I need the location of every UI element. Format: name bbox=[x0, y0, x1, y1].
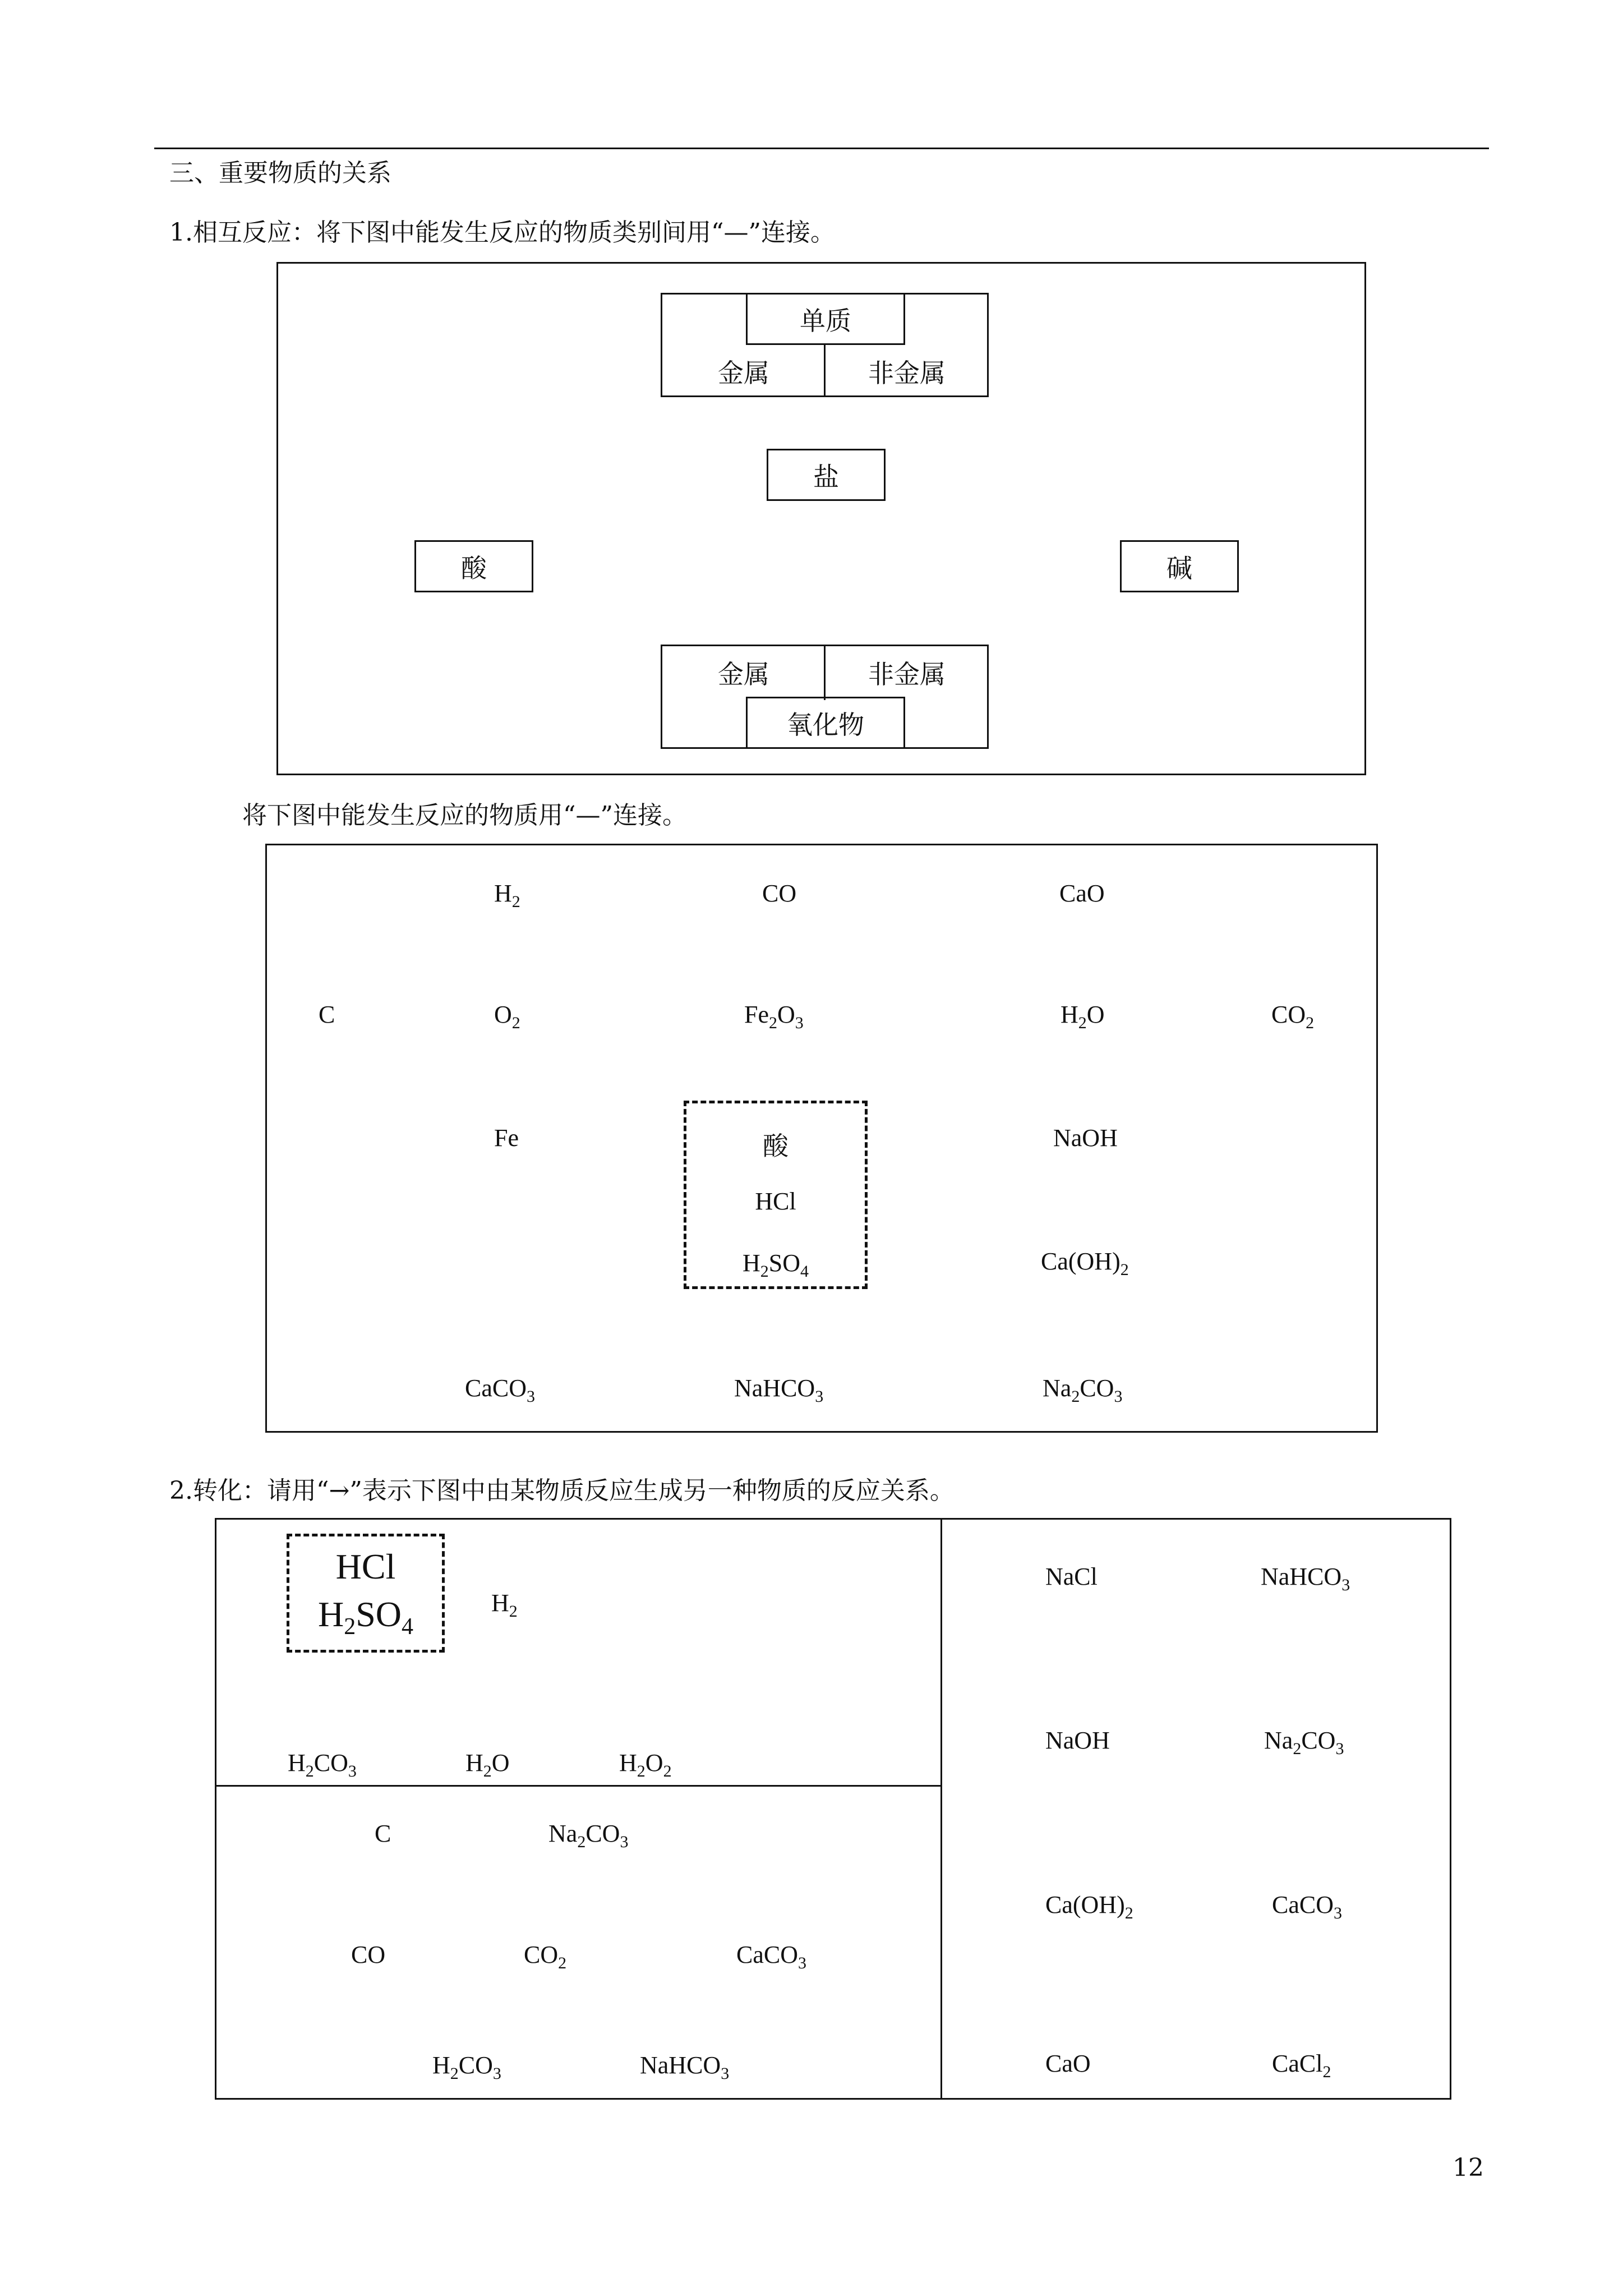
category-nonmetal-bottom-label: 非金属 bbox=[868, 659, 946, 689]
q1-heading: 1.相互反应：将下图中能发生反应的物质类别间用“—”连接。 bbox=[169, 218, 835, 247]
category-acid bbox=[414, 540, 533, 592]
formula-na2co3: $Na_2CO_3$ bbox=[1264, 1727, 1344, 1758]
formula-cacl2: CaCl$_2$ bbox=[1272, 2050, 1331, 2081]
q1-subheading: 将下图中能发生反应的物质用“—”连接。 bbox=[242, 801, 687, 830]
formula-naoh: NaOH bbox=[1053, 1124, 1118, 1152]
section-title: 三、重要物质的关系 bbox=[169, 159, 391, 187]
formula-h2o: $H_2O$ bbox=[1061, 1001, 1105, 1032]
formula-h2o: $H_2O$ bbox=[465, 1749, 510, 1780]
category-nonmetal-bottom bbox=[826, 646, 988, 698]
q2-heading: 2.转化：请用“→”表示下图中由某物质反应生成另一种物质的反应关系。 bbox=[169, 1476, 955, 1505]
formula-h2so4: $H_2SO_4$ bbox=[742, 1249, 809, 1281]
formula-caco3: CaCO$_3$ bbox=[465, 1374, 535, 1406]
category-metal-bottom bbox=[662, 646, 825, 698]
category-metal-top-label: 金属 bbox=[718, 357, 769, 388]
substance-diagram bbox=[265, 844, 1378, 1433]
formula-nacl: NaCl bbox=[1045, 1563, 1098, 1590]
category-metal-top bbox=[662, 345, 825, 397]
vertical-divider bbox=[940, 1520, 942, 2098]
formula-caco3: CaCO$_3$ bbox=[1272, 1891, 1342, 1922]
formula-caoh2: $Ca(OH)_2$ bbox=[1041, 1248, 1129, 1279]
horizontal-divider bbox=[216, 1785, 940, 1787]
formula-co: CO bbox=[351, 1941, 386, 1968]
formula-h2co3: $H_2CO_3$ bbox=[288, 1749, 357, 1780]
formula-o2: $O_2$ bbox=[494, 1001, 520, 1032]
formula-h2so4-large: $H_2SO_4$ bbox=[317, 1594, 414, 1640]
conversion-diagram bbox=[215, 1518, 1451, 2100]
formula-co2: $CO_2$ bbox=[524, 1941, 567, 1972]
formula-co2: $CO_2$ bbox=[1271, 1001, 1315, 1032]
acid-group-label: 酸 bbox=[763, 1131, 789, 1161]
category-danzhi bbox=[746, 293, 905, 345]
formula-co: CO bbox=[762, 880, 797, 907]
category-diagram bbox=[276, 262, 1366, 775]
header-rule bbox=[154, 148, 1489, 149]
formula-nahco3: NaHCO$_3$ bbox=[1261, 1563, 1350, 1594]
formula-nahco3: NaHCO$_3$ bbox=[640, 2051, 730, 2083]
category-nonmetal-top-label: 非金属 bbox=[868, 357, 946, 388]
formula-na2co3: $Na_2CO_3$ bbox=[1043, 1374, 1123, 1406]
formula-hcl: HCl bbox=[755, 1188, 796, 1215]
category-base-label: 碱 bbox=[1166, 553, 1192, 583]
acid-group-box bbox=[684, 1101, 868, 1289]
formula-fe2o3: $Fe_2O_3$ bbox=[744, 1001, 804, 1032]
category-oxide bbox=[746, 697, 905, 749]
category-danzhi-label: 单质 bbox=[800, 305, 851, 336]
elements-group-top bbox=[661, 293, 989, 397]
category-oxide-label: 氧化物 bbox=[787, 709, 864, 740]
category-acid-label: 酸 bbox=[461, 553, 487, 583]
category-salt bbox=[767, 449, 886, 501]
formula-caco3: CaCO$_3$ bbox=[736, 1941, 806, 1972]
formula-h2: $H_2$ bbox=[494, 880, 520, 911]
oxide-group-bottom bbox=[661, 645, 989, 749]
page-number: 12 bbox=[1453, 2154, 1484, 2182]
formula-naoh: NaOH bbox=[1045, 1727, 1110, 1754]
category-salt-label: 盐 bbox=[813, 461, 839, 492]
formula-h2co3: $H_2CO_3$ bbox=[432, 2051, 501, 2083]
formula-fe: Fe bbox=[494, 1124, 519, 1152]
divider bbox=[824, 646, 826, 700]
formula-na2co3: $Na_2CO_3$ bbox=[548, 1820, 629, 1851]
formula-c: C bbox=[375, 1820, 391, 1847]
formula-c: C bbox=[319, 1001, 335, 1028]
formula-h2: $H_2$ bbox=[491, 1589, 518, 1621]
formula-hcl-large: HCl bbox=[335, 1547, 396, 1586]
acids-box bbox=[287, 1534, 445, 1653]
formula-caoh2: $Ca(OH)_2$ bbox=[1045, 1891, 1133, 1922]
formula-h2o2: $H_2O_2$ bbox=[619, 1749, 672, 1780]
category-metal-bottom-label: 金属 bbox=[718, 659, 769, 689]
formula-nahco3: NaHCO$_3$ bbox=[734, 1374, 824, 1406]
category-base bbox=[1120, 540, 1239, 592]
formula-cao: CaO bbox=[1045, 2050, 1091, 2077]
formula-cao: CaO bbox=[1059, 880, 1105, 907]
category-nonmetal-top bbox=[826, 345, 988, 397]
